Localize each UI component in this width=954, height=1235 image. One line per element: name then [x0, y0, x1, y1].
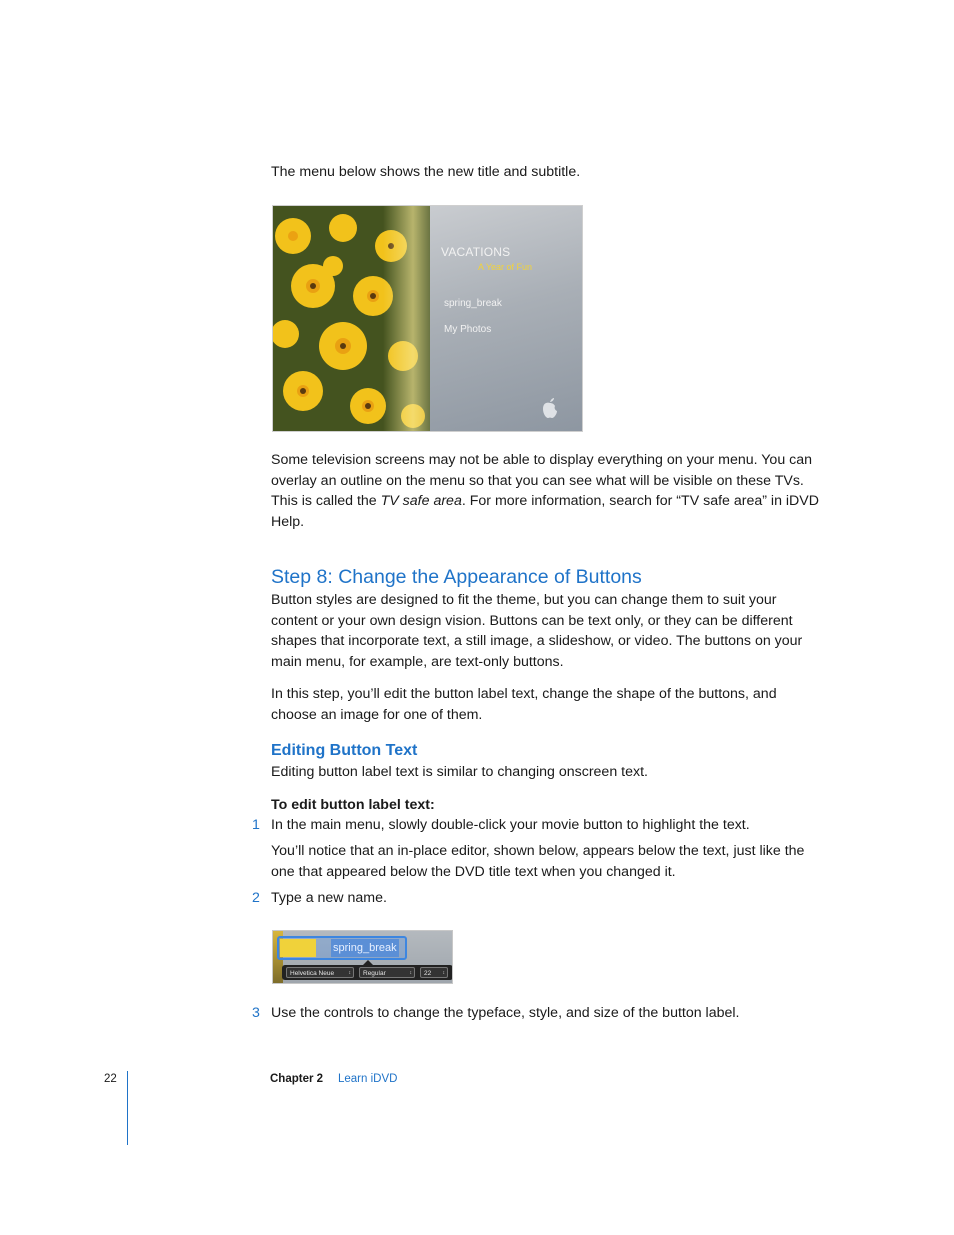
menu-title: VACATIONS: [441, 245, 511, 259]
stepper-icon: ↕: [442, 970, 445, 976]
step-note: [271, 841, 831, 882]
text-span: This is called the: [271, 493, 381, 509]
stepper-icon: ↕: [348, 970, 351, 976]
text-line: Help.: [271, 513, 305, 530]
menu-screenshot: [272, 205, 583, 432]
editing-heading: Editing Button Text: [271, 742, 418, 759]
text-line: [271, 491, 831, 512]
apple-logo-icon: [540, 396, 560, 420]
editor-toolbar: [282, 965, 453, 980]
step-text: Type a new name.: [271, 890, 387, 906]
menu-subtitle: A Year of Fun: [478, 262, 533, 272]
font-value: Helvetica Neue: [290, 970, 335, 977]
text-line: main menu, for example, are text-only buttons.: [271, 653, 564, 670]
text-line: You’ll notice that an in-place editor, shown below, appears below the text, just like the: [271, 843, 805, 859]
editing-intro: Editing button label text is similar to changing onscreen text.: [271, 764, 648, 780]
text-line: choose an image for one of them.: [271, 706, 483, 723]
page-number: 22: [104, 1073, 117, 1085]
step8-heading: Step 8: Change the Appearance of Buttons: [271, 566, 642, 588]
menu-button-spring-break[interactable]: spring_break: [444, 298, 502, 309]
text-line: one that appeared below the DVD title text when you changed it.: [271, 863, 676, 880]
style-select[interactable]: [359, 967, 415, 978]
step-number: 3: [252, 1005, 260, 1021]
image-fade-overlay: [383, 206, 433, 432]
step-number: 1: [252, 817, 260, 833]
intro-text: The menu below shows the new title and subtitle.: [271, 164, 581, 180]
button-thumbnail: [280, 939, 316, 957]
tv-safe-paragraph: [271, 450, 831, 532]
step8-paragraph-1: [271, 590, 831, 672]
inplace-editor-screenshot: [272, 930, 453, 984]
text-line: Button styles are designed to fit the theme, but you can change them to suit your: [271, 592, 777, 608]
text-line: shapes that incorporate text, a still image, a slideshow, or video. The buttons on your: [271, 633, 803, 649]
text-line: Some television screens may not be able to display everything on your menu. You can: [271, 452, 813, 468]
step8-paragraph-2: [271, 684, 831, 725]
text-line: content or your own design vision. Buttons can be text only, or they can be different: [271, 612, 793, 629]
chapter-title: Learn iDVD: [338, 1073, 398, 1085]
text-span: . For more information, search for “TV safe area” in iDVD: [461, 493, 820, 509]
size-select[interactable]: [420, 967, 448, 978]
footer-rule: [127, 1071, 128, 1145]
step-text: Use the controls to change the typeface, style, and size of the button label.: [271, 1005, 740, 1021]
tv-safe-area-term: TV safe area: [380, 493, 462, 509]
task-heading: To edit button label text:: [271, 797, 435, 813]
selected-label-text[interactable]: spring_break: [331, 939, 399, 957]
step-number: 2: [252, 890, 260, 906]
text-line: overlay an outline on the menu so that you can see what will be visible on these TVs.: [271, 472, 804, 489]
chapter-label: Chapter 2: [270, 1073, 324, 1085]
size-value: 22: [424, 970, 432, 977]
stepper-icon: ↕: [409, 970, 412, 976]
style-value: Regular: [363, 970, 386, 977]
step-text: In the main menu, slowly double-click your movie button to highlight the text.: [271, 817, 750, 833]
font-select[interactable]: [286, 967, 354, 978]
menu-button-my-photos[interactable]: My Photos: [444, 324, 492, 335]
text-line: In this step, you’ll edit the button label text, change the shape of the buttons, and: [271, 686, 777, 702]
menu-panel: [430, 206, 583, 432]
